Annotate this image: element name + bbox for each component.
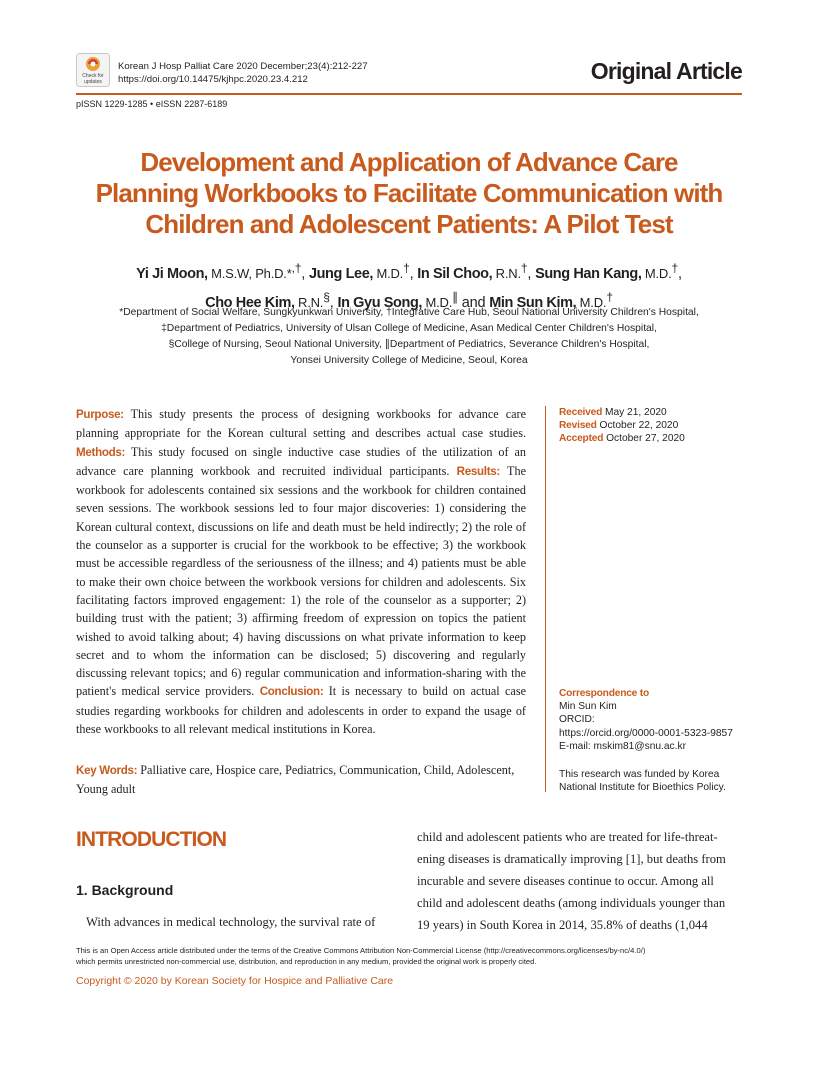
journal-citation: Korean J Hosp Palliat Care 2020 December;23(4):212-227 (118, 61, 368, 72)
author-list: Yi Ji Moon, M.S.W, Ph.D.*,†, Jung Lee, M.D.†, In Sil Choo, R.N.†, Sung Han Kang, M.D.†, Cho Hee Kim, R.N.§, In Gyu Song, M.D.∥ and Min Sun Kim, M.D.† (136, 261, 682, 311)
author-name: Min Sun Kim, (489, 294, 577, 311)
article-type: Original Article (590, 58, 742, 84)
author-degree: M.D. (422, 294, 453, 310)
results-text: The workbook for adolescents contained six sessions and the workbook for children contained seven sessions. The workbook sessions led to four major discoveries: 1) considering the Korean cultural context, discussions on life and death must be held indirectly; 2) the role of the counselor as a supporter is crucial for the workbook to be effective; 3) the workbook must be accessible regardless of the seriousness of the illness; and 4) patients must be able to make their own choice between the workbook versions for children and adolescents. Six facilitating factors improved engagement: 1) the role of the counselor as a supporter; 2) building trust with the patient; 3) affirming freedom of expression on topics the patient wished to avoid talking about; 4) having discussions on what private information to keep secret and to whom the information can be disclosed; 5) discovering and regularly discussing relevant topics; and 6) regular communication and information-sharing with the patient's medical service providers. (76, 463, 526, 699)
subsection-heading: 1. Background (76, 882, 174, 898)
author-name: In Gyu Song, (337, 294, 423, 311)
funding-note: This research was funded by Korea National Institute for Bioethics Policy. (559, 769, 726, 794)
author-conjunction: and (457, 294, 490, 311)
header-divider (76, 93, 742, 95)
keywords-text: Palliative care, Hospice care, Pediatrics, Communication, Child, Adolescent, Young adult (76, 763, 515, 797)
conclusion-label: Conclusion: (259, 685, 324, 699)
affiliation-line: ‡Department of Pediatrics, University of Ulsan College of Medicine, Asan Medical Center Children's Hospital, (161, 323, 657, 334)
issn: pISSN 1229-1285 • eISSN 2287-6189 (76, 99, 228, 109)
methods-text: This study focused on single inductive case studies of the utilization of an advance care planning workbook and recruited individual participants. (76, 444, 526, 478)
author-degree: M.D. (641, 265, 672, 281)
author-degree: R.N. (294, 294, 324, 310)
license-note (76, 946, 742, 967)
article-dates (559, 406, 685, 446)
body-line: ening diseases is dramatically improving [1], but deaths from (417, 852, 726, 866)
badge-text-bottom: updates (84, 79, 102, 85)
abstract (76, 405, 526, 738)
article-title (76, 147, 742, 240)
author-degree: M.S.W, Ph.D.* (207, 265, 292, 281)
author-name: Cho Hee Kim, (205, 294, 295, 311)
purpose-label: Purpose: (76, 408, 124, 421)
results-label: Results: (456, 464, 500, 478)
body-line: child and adolescent deaths (among individuals younger than (417, 896, 726, 910)
author-name: Jung Lee, (308, 265, 374, 282)
author-degree: M.D. (576, 294, 607, 310)
body-line: incurable and severe diseases continue to occur. Among all (417, 874, 714, 888)
revised-date: October 22, 2020 (596, 420, 679, 432)
author-degree: R.N. (492, 265, 521, 281)
body-line: 19 years) in South Korea in 2014, 35.8% of deaths (1,044 (417, 918, 708, 932)
badge-text-top: Check for (82, 73, 104, 79)
copyright: Copyright © 2020 by Korean Society for Hospice and Palliative Care (76, 975, 394, 987)
body-text-right (417, 826, 742, 936)
section-heading: INTRODUCTION (76, 828, 227, 851)
doi-link[interactable]: https://doi.org/10.14475/kjhpc.2020.23.4.212 (118, 74, 308, 85)
email-link[interactable]: E-mail: mskim81@snu.ac.kr (559, 740, 686, 752)
accepted-label: Accepted (559, 433, 604, 445)
conclusion-text: It is necessary to build on actual case studies regarding workbooks for children and adolescents in order to expand the usage of these workbooks to all relevant medical institutions in Korea. (76, 684, 526, 737)
keywords (76, 761, 526, 799)
orcid-label: ORCID: (559, 714, 595, 726)
affiliation-line: *Department of Social Welfare, Sungkyunkwan University, †Integrative Care Hub, Seoul National University Children's Hospital, (119, 307, 699, 318)
correspondence-heading: Correspondence to (559, 688, 649, 699)
license-line: This is an Open Access article distributed under the terms of the Creative Commons Attribution Non-Commercial License (http://creativecommons.org/licenses/by-nc/4.0/) (76, 946, 646, 955)
received-label: Received (559, 407, 603, 418)
check-for-updates-icon[interactable] (76, 53, 110, 87)
body-text-left: With advances in medical technology, the survival rate of (86, 915, 376, 929)
author-name: Sung Han Kang, (535, 265, 642, 282)
sidebar-divider (545, 406, 546, 792)
accepted-date: October 27, 2020 (603, 433, 685, 445)
body-line: child and adolescent patients who are treated for life-threat- (417, 830, 718, 844)
correspondence (559, 687, 733, 753)
received-date: May 21, 2020 (602, 407, 667, 418)
author-degree: M.D. (373, 265, 404, 281)
keywords-label: Key Words: (76, 764, 138, 777)
title-line-1: Development and Application of Advance Care (140, 147, 678, 177)
author-name: Yi Ji Moon, (136, 265, 208, 282)
title-line-3: Children and Adolescent Patients: A Pilot Test (145, 209, 673, 239)
author-name: In Sil Choo, (417, 265, 493, 282)
purpose-text: This study presents the process of designing workbooks for advance care planning appropriate for the Korean cultural setting and describes actual case studies. (76, 407, 526, 441)
methods-label: Methods: (76, 445, 126, 459)
affiliations (76, 305, 742, 369)
license-line: which permits unrestricted non-commercial use, distribution, and reproduction in any medium, provided the original work is properly cited. (76, 956, 537, 966)
correspondence-name: Min Sun Kim (559, 701, 617, 713)
title-line-2: Planning Workbooks to Facilitate Communication with (95, 178, 723, 208)
orcid-link[interactable]: https://orcid.org/0000-0001-5323-9857 (559, 727, 733, 739)
revised-label: Revised (559, 420, 597, 432)
affiliation-line: §College of Nursing, Seoul National University, ∥Department of Pediatrics, Severance Children's Hospital, (168, 339, 650, 350)
affiliation-line: Yonsei University College of Medicine, Seoul, Korea (290, 355, 528, 366)
